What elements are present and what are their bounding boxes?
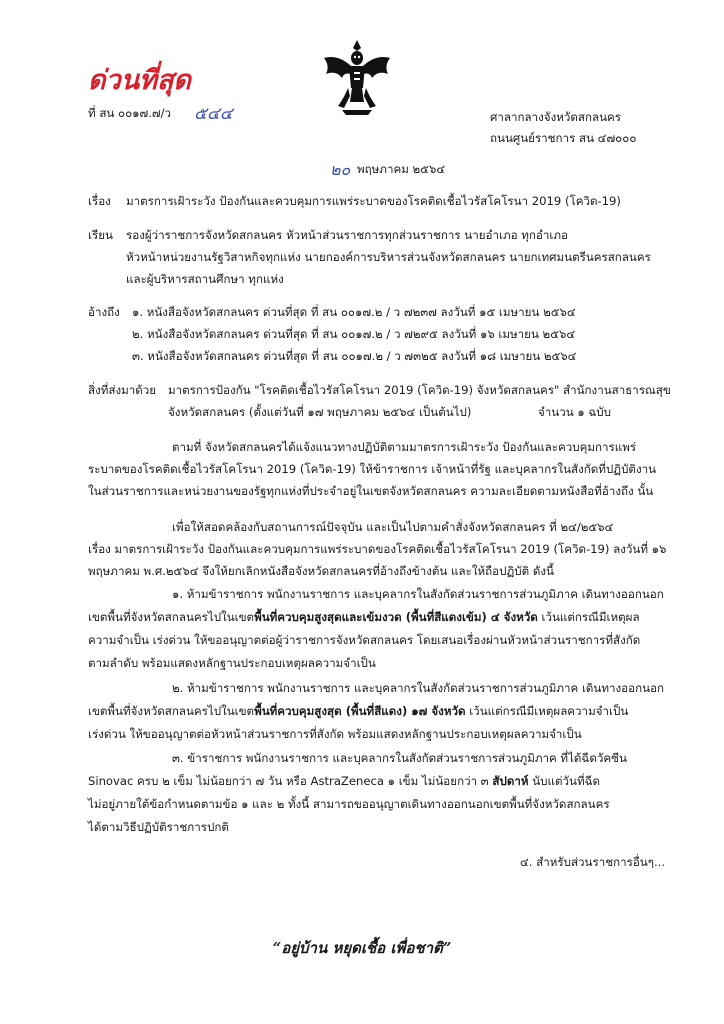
paragraph-1-line: ระบาดของโรคติดเชื้อไวรัสโคโรนา 2019 (โควิด-19) ให้ข้าราชการ เจ้าหน้าที่รัฐ และบุคลากรในสังกัดที่ปฏิบัติงาน bbox=[88, 462, 657, 476]
paragraph-2-line: เพื่อให้สอดคล้องกับสถานการณ์ปัจจุบัน และเป็นไปตามคำสั่งจังหวัดสกลนคร ที่ ๒๔/๒๕๖๔ bbox=[172, 520, 614, 534]
item-1-highlight: พื้นที่ควบคุมสูงสุดและเข้มงวด (พื้นที่สีแดงเข้ม) ๔ จังหวัด bbox=[254, 610, 538, 624]
footer-slogan: “อยู่บ้าน หยุดเชื้อ เพื่อชาติ” bbox=[272, 939, 452, 957]
reference-number-handwritten: ๕๔๔ bbox=[194, 104, 233, 124]
item-2-highlight: พื้นที่ควบคุมสูงสุด (พื้นที่สีแดง) ๑๗ จังหวัด bbox=[254, 704, 466, 718]
item-2-line2-tail: เว้นแต่กรณีมีเหตุผลความจำเป็น bbox=[465, 704, 629, 718]
item-3-line3: ไม่อยู่ภายใต้ข้อกำหนดตามข้อ ๑ และ ๒ ทั้งนี้ สามารถขออนุญาตเดินทางออกนอกเขตพื้นที่จังหวัดสกลนคร bbox=[88, 797, 610, 811]
office-address-line1: ศาลากลางจังหวัดสกลนคร bbox=[490, 110, 622, 124]
item-2-line2-text: เขตพื้นที่จังหวัดสกลนครไปในเขต bbox=[88, 704, 255, 718]
recipient-line2: หัวหน้าหน่วยงานรัฐวิสาหกิจทุกแห่ง นายกองค์การบริหารส่วนจังหวัดสกลนคร นายกเทศมนตรีนครสกลนคร bbox=[126, 250, 651, 264]
item-1-line2-tail: เว้นแต่กรณีมีเหตุผล bbox=[537, 610, 640, 624]
paragraph-1-line: ตามที่ จังหวัดสกลนครได้แจ้งแนวทางปฏิบัติตามมาตรการเฝ้าระวัง ป้องกันและควบคุมการแพร่ bbox=[172, 440, 637, 454]
item-3-line2 bbox=[88, 774, 600, 788]
item-3-line2-tail: นับแต่วันที่ฉีด bbox=[528, 774, 601, 788]
recipient-label: เรียน bbox=[88, 228, 113, 242]
item-1-line4: ตามลำดับ พร้อมแสดงหลักฐานประกอบเหตุผลความจำเป็น bbox=[88, 656, 376, 670]
subject-label: เรื่อง bbox=[88, 194, 111, 208]
item-3-line4: ได้ตามวิธีปฏิบัติราชการปกติ bbox=[88, 820, 229, 834]
paragraph-1-line: ในส่วนราชการและหน่วยงานของรัฐทุกแห่งที่ประจำอยู่ในเขตจังหวัดสกลนคร ความละเอียดตามหนังสือที่อ้างถึง นั้น bbox=[88, 484, 654, 498]
paragraph-2-line: พฤษภาคม พ.ศ.๒๕๖๔ จึงให้ยกเลิกหนังสือจังหวัดสกลนครที่อ้างถึงข้างต้น และให้ถือปฏิบัติ ดังนี้ bbox=[88, 564, 554, 578]
subject-text: มาตรการเฝ้าระวัง ป้องกันและควบคุมการแพร่ระบาดของโรคติดเชื้อไวรัสโคโรนา 2019 (โควิด-19) bbox=[126, 194, 621, 208]
item-1-line1: ๑. ห้ามข้าราชการ พนักงานราชการ และบุคลากรในสังกัดส่วนราชการส่วนภูมิภาค เดินทางออกนอก bbox=[172, 587, 664, 601]
attachment-line2: จังหวัดสกลนคร (ตั้งแต่วันที่ ๑๗ พฤษภาคม ๒๕๖๔ เป็นต้นไป) bbox=[168, 405, 472, 419]
paragraph-2-line: เรื่อง มาตรการเฝ้าระวัง ป้องกันและควบคุมการแพร่ระบาดของโรคติดเชื้อไวรัสโคโรนา 2019 (โควิด-19) ลงวันที่ ๑๖ bbox=[88, 542, 667, 556]
recipient-line1: รองผู้ว่าราชการจังหวัดสกลนคร หัวหน้าส่วนราชการทุกส่วนราชการ นายอำเภอ ทุกอำเภอ bbox=[126, 228, 568, 242]
reference-number-prefix: ที่ สน ๐๐๑๗.๗/ว bbox=[88, 106, 172, 120]
reference-item: ๓. หนังสือจังหวัดสกลนคร ด่วนที่สุด ที่ สน ๐๐๑๗.๒ / ว ๗๓๒๕ ลงวันที่ ๑๘ เมษายน ๒๕๖๔ bbox=[132, 349, 577, 363]
continuation-note: ๔. สำหรับส่วนราชการอื่นๆ... bbox=[520, 855, 666, 869]
item-2-line1: ๒. ห้ามข้าราชการ พนักงานราชการ และบุคลากรในสังกัดส่วนราชการส่วนภูมิภาค เดินทางออกนอก bbox=[172, 681, 665, 695]
garuda-emblem-icon bbox=[318, 36, 396, 118]
attachment-count: จำนวน ๑ ฉบับ bbox=[538, 405, 612, 419]
date-day-handwritten: ๒๐ bbox=[330, 160, 351, 179]
item-2-line2 bbox=[88, 704, 628, 718]
item-1-line2 bbox=[88, 610, 640, 624]
item-1-line2-text: เขตพื้นที่จังหวัดสกลนครไปในเขต bbox=[88, 610, 255, 624]
reference-item: ๑. หนังสือจังหวัดสกลนคร ด่วนที่สุด ที่ สน ๐๐๑๗.๒ / ว ๗๒๓๗ ลงวันที่ ๑๕ เมษายน ๒๕๖๔ bbox=[132, 305, 576, 319]
item-2-line3: เร่งด่วน ให้ขออนุญาตต่อหัวหน้าส่วนราชการที่สังกัด พร้อมแสดงหลักฐานประกอบเหตุผลความจำเป็น bbox=[88, 727, 582, 741]
item-3-highlight: สัปดาห์ bbox=[492, 774, 529, 788]
item-3-line1: ๓. ข้าราชการ พนักงานราชการ และบุคลากรในสังกัดส่วนราชการส่วนภูมิภาค ที่ได้ฉีดวัคซีน bbox=[172, 751, 627, 765]
date-month-year: พฤษภาคม ๒๕๖๔ bbox=[357, 162, 446, 176]
item-3-line2-text: Sinovac ครบ ๒ เข็ม ไม่น้อยกว่า ๗ วัน หรือ AstraZeneca ๑ เข็ม ไม่น้อยกว่า ๓ bbox=[88, 774, 493, 788]
office-address-line2: ถนนศูนย์ราชการ สน ๔๗๐๐๐ bbox=[490, 131, 637, 145]
urgent-stamp: ด่วนที่สุด bbox=[88, 65, 191, 96]
recipient-line3: และผู้บริหารสถานศึกษา ทุกแห่ง bbox=[126, 272, 284, 286]
item-1-line3: ความจำเป็น เร่งด่วน ให้ขออนุญาตต่อผู้ว่าราชการจังหวัดสกลนคร โดยเสนอเรื่องผ่านหัวหน้าส่วนราชการที่สังกัด bbox=[88, 633, 641, 647]
attachment-label: สิ่งที่ส่งมาด้วย bbox=[88, 383, 157, 397]
reference-item: ๒. หนังสือจังหวัดสกลนคร ด่วนที่สุด ที่ สน ๐๐๑๗.๒ / ว ๗๒๙๕ ลงวันที่ ๑๖ เมษายน ๒๕๖๔ bbox=[132, 327, 576, 341]
references-label: อ้างถึง bbox=[88, 305, 120, 319]
attachment-line1: มาตรการป้องกัน "โรคติดเชื้อไวรัสโคโรนา 2019 (โควิด-19) จังหวัดสกลนคร" สำนักงานสาธารณสุข bbox=[168, 383, 671, 397]
